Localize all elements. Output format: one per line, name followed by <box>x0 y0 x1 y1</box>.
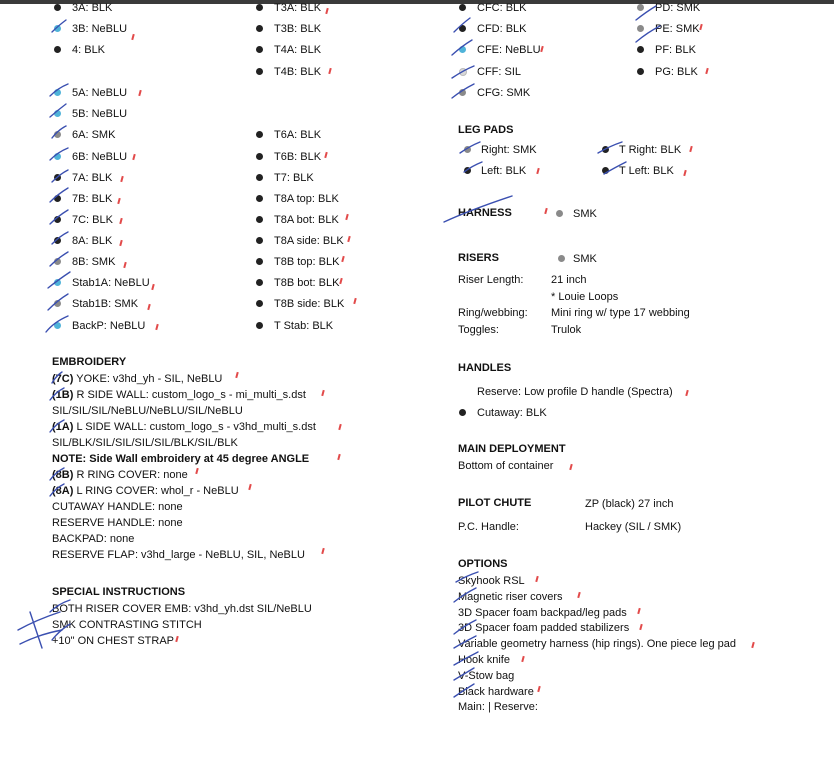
color-dot-icon <box>464 146 471 153</box>
color-item-label: T4B: BLK <box>274 66 322 78</box>
color-dot-icon <box>256 153 263 160</box>
color-item-label: 5B: NeBLU <box>72 108 128 120</box>
color-item-label: T8B top: BLK <box>274 256 340 268</box>
color-dot-icon <box>54 258 61 265</box>
color-item-label: 8A: BLK <box>72 235 113 247</box>
color-dot-icon <box>602 146 609 153</box>
embroidery-l-side-wall: (1A) L SIDE WALL: custom_logo_s - v3hd_multi_s.dst <box>52 421 316 433</box>
color-item-label: T6B: BLK <box>274 151 322 163</box>
color-dot-icon <box>256 237 263 244</box>
color-item-label: T Stab: BLK <box>274 320 334 332</box>
color-dot-icon <box>256 131 263 138</box>
embroidery-r-ring-cover: (8B) R RING COVER: none <box>52 469 188 481</box>
color-item-label: 4: BLK <box>72 44 106 56</box>
embroidery-r-side-wall: (1B) R SIDE WALL: custom_logo_s - mi_multi_s.dst <box>52 389 306 401</box>
special-line: BOTH RISER COVER EMB: v3hd_yh.dst SIL/NeBLU <box>52 603 312 615</box>
option-item: Main: | Reserve: <box>458 701 538 714</box>
risers-title: RISERS <box>458 252 499 264</box>
color-dot-icon <box>459 89 466 96</box>
color-dot-icon <box>558 255 565 262</box>
color-item-label: CFC: BLK <box>477 2 527 14</box>
color-dot-icon <box>637 25 644 32</box>
leg-pads-title: LEG PADS <box>458 124 514 136</box>
color-item-label: CFE: NeBLU <box>477 44 541 56</box>
pc-handle-label: P.C. Handle: <box>458 521 519 533</box>
color-item-label: PD: SMK <box>655 2 701 14</box>
pilot-chute-value: ZP (black) 27 inch <box>585 498 674 510</box>
handles-title: HANDLES <box>458 362 512 374</box>
color-dot-icon <box>54 195 61 202</box>
color-item-label: 3B: NeBLU <box>72 23 128 35</box>
color-item-label: T3A: BLK <box>274 2 322 14</box>
option-item: Skyhook RSL <box>458 575 525 587</box>
color-item-label: T8A bot: BLK <box>274 214 339 226</box>
harness-title: HARNESS <box>458 207 512 219</box>
color-dot-icon <box>256 300 263 307</box>
embroidery-reserve-flap: RESERVE FLAP: v3hd_large - NeBLU, SIL, NeBLU <box>52 549 305 561</box>
color-dot-icon <box>54 153 61 160</box>
main-deployment-title: MAIN DEPLOYMENT <box>458 443 566 455</box>
color-item-label: PE: SMK <box>655 23 700 35</box>
color-item-label: 5A: NeBLU <box>72 87 128 99</box>
color-dot-icon <box>54 4 61 11</box>
color-dot-icon <box>602 167 609 174</box>
color-item-label: 6B: NeBLU <box>72 151 128 163</box>
color-dot-icon <box>54 322 61 329</box>
embroidery-l-ring-cover: (8A) L RING COVER: whol_r - NeBLU <box>52 485 239 497</box>
color-dot-icon <box>459 46 466 53</box>
option-item: 3D Spacer foam backpad/leg pads <box>458 606 627 619</box>
color-item-label: CFD: BLK <box>477 23 527 35</box>
option-item: Hook knife <box>458 654 510 666</box>
option-item: 3D Spacer foam padded stabilizers <box>458 622 630 635</box>
special-line: SMK CONTRASTING STITCH <box>52 619 202 631</box>
color-dot-icon <box>637 4 644 11</box>
color-item-label: 7B: BLK <box>72 193 113 205</box>
color-item-label: T3B: BLK <box>274 23 322 35</box>
option-item: Variable geometry harness (hip rings). One piece leg pad <box>458 638 737 651</box>
embroidery-yoke: (7C) YOKE: v3hd_yh - SIL, NeBLU <box>52 373 223 385</box>
special-instructions-title: SPECIAL INSTRUCTIONS <box>52 586 186 598</box>
color-item-label: Stab1A: NeBLU <box>72 277 150 289</box>
color-item-label: CFF: SIL <box>477 66 522 78</box>
color-dot-icon <box>637 68 644 75</box>
color-dot-icon <box>459 25 466 32</box>
color-dot-icon <box>637 46 644 53</box>
color-item-label: T4A: BLK <box>274 44 322 56</box>
color-dot-icon <box>256 258 263 265</box>
option-item: V-Stow bag <box>458 669 515 682</box>
toggles-value: Trulok <box>551 324 582 336</box>
embroidery-title: EMBROIDERY <box>52 356 127 368</box>
color-item-label: BackP: NeBLU <box>72 320 146 332</box>
embroidery-note: NOTE: Side Wall embroidery at 45 degree ANGLE <box>52 453 310 465</box>
color-item-label: 6A: SMK <box>72 129 116 141</box>
color-dot-icon <box>256 195 263 202</box>
color-dot-icon <box>459 409 466 416</box>
riser-length-value: 21 inch <box>551 274 587 286</box>
embroidery-backpad: BACKPAD: none <box>52 533 135 545</box>
main-deployment-value: Bottom of container <box>458 460 554 472</box>
toggles-label: Toggles: <box>458 324 499 336</box>
riser-length-label: Riser Length: <box>458 274 524 286</box>
color-dot-icon <box>464 167 471 174</box>
color-item-label: T7: BLK <box>274 172 314 184</box>
color-item-label: 3A: BLK <box>72 2 113 14</box>
color-item-label: CFG: SMK <box>477 87 531 99</box>
color-item-label: 7A: BLK <box>72 172 113 184</box>
riser-length-note: * Louie Loops <box>551 291 619 303</box>
color-dot-icon <box>54 300 61 307</box>
embroidery-reserve-handle: RESERVE HANDLE: none <box>52 517 183 529</box>
embroidery-l-side-colors: SIL/BLK/SIL/SIL/SIL/SIL/BLK/SIL/BLK <box>52 437 238 449</box>
color-item-label: Stab1B: SMK <box>72 298 139 310</box>
color-dot-icon <box>54 25 61 32</box>
color-dot-icon <box>256 322 263 329</box>
color-item-label: T8A side: BLK <box>274 235 344 247</box>
color-dot-icon <box>54 131 61 138</box>
color-dot-icon <box>54 89 61 96</box>
color-item-label: T8B side: BLK <box>274 298 345 310</box>
embroidery-r-side-colors: SIL/SIL/SIL/NeBLU/NeBLU/SIL/NeBLU <box>52 405 243 417</box>
color-item-label: T8B bot: BLK <box>274 277 340 289</box>
options-title: OPTIONS <box>458 558 508 570</box>
color-item-label: T6A: BLK <box>274 129 322 141</box>
color-dot-icon <box>556 210 563 217</box>
top-edge-bar <box>0 0 834 4</box>
color-dot-icon <box>256 279 263 286</box>
embroidery-cutaway-handle: CUTAWAY HANDLE: none <box>52 501 183 513</box>
color-item-label: PG: BLK <box>655 66 698 78</box>
color-dot-icon <box>54 174 61 181</box>
color-item-label: PF: BLK <box>655 44 696 56</box>
color-dot-icon <box>256 4 263 11</box>
option-item: Magnetic riser covers <box>458 590 563 603</box>
ring-webbing-value: Mini ring w/ type 17 webbing <box>551 307 690 319</box>
special-line: +10" ON CHEST STRAP <box>52 635 174 647</box>
color-dot-icon <box>256 174 263 181</box>
color-dot-icon <box>459 4 466 11</box>
option-item: Black hardware <box>458 685 534 698</box>
reserve-handle: Reserve: Low profile D handle (Spectra) <box>477 386 673 398</box>
color-dot-icon <box>256 46 263 53</box>
color-dot-icon <box>54 237 61 244</box>
color-dot-icon <box>54 110 61 117</box>
color-dot-icon <box>256 216 263 223</box>
color-dot-icon <box>54 279 61 286</box>
color-dot-icon <box>256 68 263 75</box>
color-dot-icon <box>54 216 61 223</box>
color-item-label: 8B: SMK <box>72 256 116 268</box>
color-dot-icon <box>256 25 263 32</box>
color-dot-icon <box>54 46 61 53</box>
color-dot-icon <box>459 68 467 76</box>
color-item-label: 7C: BLK <box>72 214 113 226</box>
ring-webbing-label: Ring/webbing: <box>458 307 528 319</box>
pc-handle-value: Hackey (SIL / SMK) <box>585 521 682 533</box>
color-item-label: T8A top: BLK <box>274 193 339 205</box>
pilot-chute-title: PILOT CHUTE <box>458 497 532 509</box>
